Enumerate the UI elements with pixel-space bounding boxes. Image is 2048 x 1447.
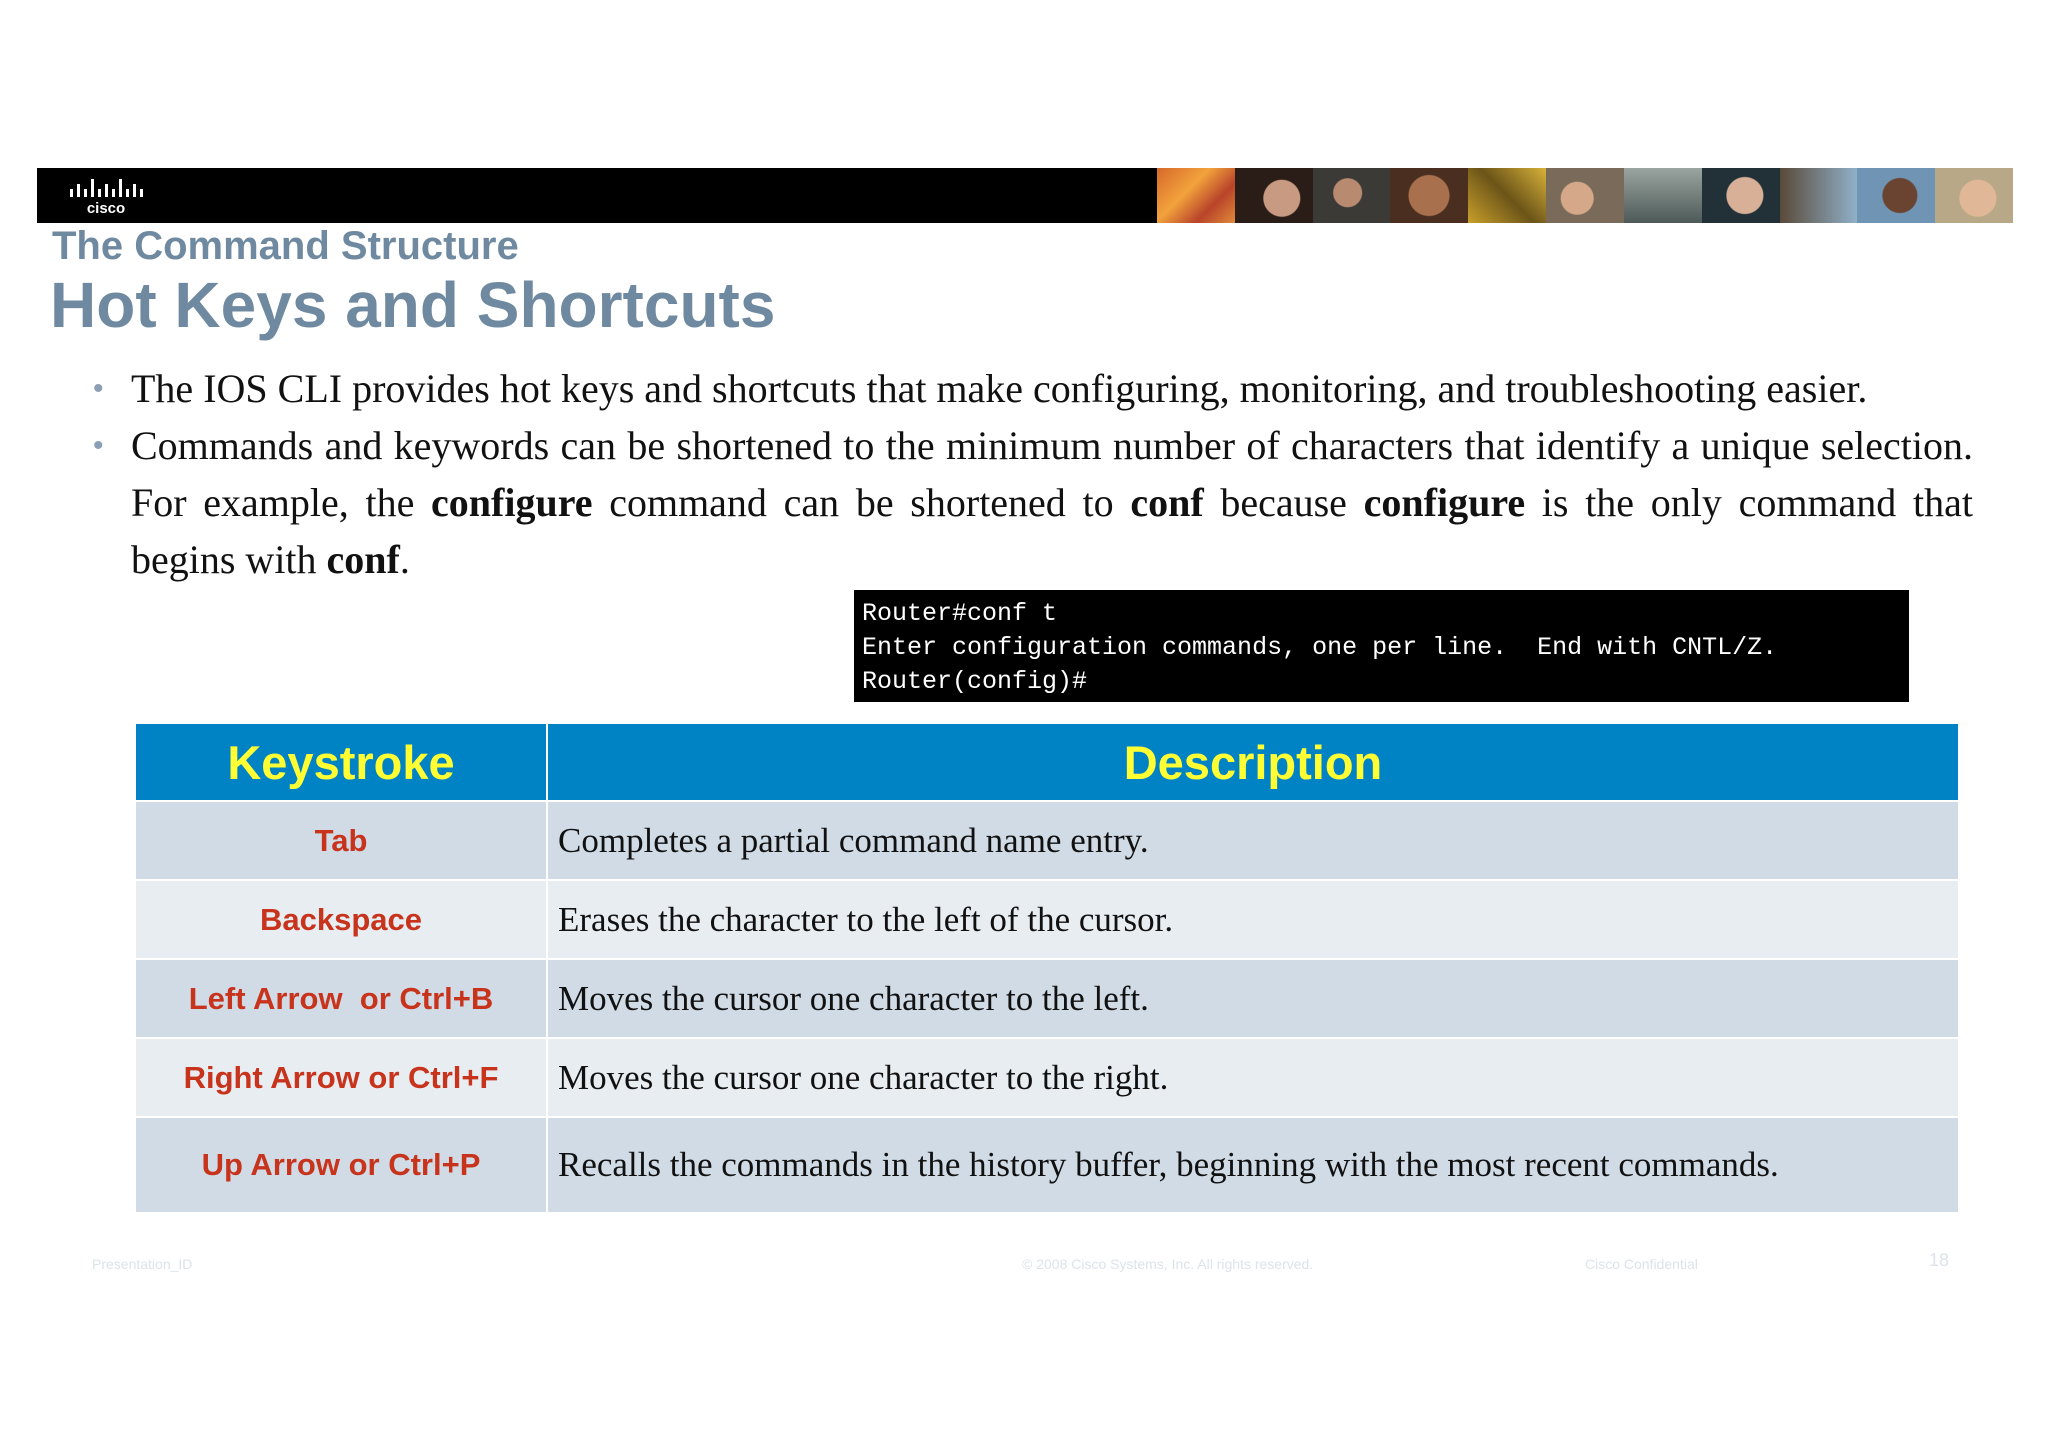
console-example — [854, 590, 1909, 702]
bullet-dot-icon: • — [93, 429, 104, 462]
column-header-description: Description — [547, 723, 1959, 801]
text-run: Commands and keywords can be shortened to the minimum number of characters that identify a unique selection. For example, the — [131, 423, 1973, 525]
photo-person — [1235, 168, 1313, 223]
console-line: Router(config)# — [862, 667, 1088, 696]
footer-confidential: Cisco Confidential — [1585, 1256, 1698, 1272]
photo-map — [1157, 168, 1235, 223]
table-row — [135, 959, 1959, 1038]
photo-person — [1390, 168, 1468, 223]
bullet-item — [93, 417, 1973, 588]
description-cell: Recalls the commands in the history buffer, beginning with the most recent commands. — [547, 1117, 1959, 1213]
cisco-logo — [64, 175, 154, 217]
keyword-bold: conf — [1130, 480, 1204, 525]
photo-person — [1935, 168, 2013, 223]
keyword-bold: conf — [326, 537, 400, 582]
text-run: because — [1203, 480, 1364, 525]
text-run: command can be shortened to — [592, 480, 1131, 525]
photo-strip — [1157, 168, 2013, 223]
bullet-item — [93, 360, 1973, 417]
description-cell: Completes a partial command name entry. — [547, 801, 1959, 880]
slide-title: Hot Keys and Shortcuts — [50, 269, 776, 341]
photo-pattern — [1468, 168, 1546, 223]
keystroke-cell: Up Arrow or Ctrl+P — [135, 1117, 547, 1213]
bullet-text: The IOS CLI provides hot keys and shortcuts that make configuring, monitoring, and troubleshooting easier. — [131, 366, 1868, 411]
keyword-bold: configure — [431, 480, 593, 525]
text-run: is the only command that begins with — [131, 480, 1973, 582]
page-number: 18 — [1929, 1250, 1950, 1270]
console-line: Router#conf t — [862, 599, 1058, 628]
photo-person — [1780, 168, 1858, 223]
keystroke-cell: Backspace — [135, 880, 547, 959]
keystroke-cell: Left Arrow or Ctrl+B — [135, 959, 547, 1038]
section-title: The Command Structure — [52, 224, 519, 268]
table-header-row — [135, 723, 1959, 801]
footer-presentation-id: Presentation_ID — [92, 1256, 193, 1272]
table-row — [135, 880, 1959, 959]
table-row — [135, 1117, 1959, 1213]
header-banner — [37, 168, 2013, 223]
photo-person — [1546, 168, 1624, 223]
bullet-dot-icon: • — [93, 372, 104, 405]
photo-person — [1857, 168, 1935, 223]
bullet-list — [93, 360, 1973, 588]
text-run: . — [399, 537, 410, 582]
table-row — [135, 1038, 1959, 1117]
logo-wordmark: cisco — [86, 200, 126, 217]
description-cell: Moves the cursor one character to the right. — [547, 1038, 1959, 1117]
photo-person — [1624, 168, 1702, 223]
keystroke-cell: Tab — [135, 801, 547, 880]
column-header-keystroke: Keystroke — [135, 723, 547, 801]
keystroke-cell: Right Arrow or Ctrl+F — [135, 1038, 547, 1117]
photo-person — [1313, 168, 1391, 223]
description-cell: Erases the character to the left of the cursor. — [547, 880, 1959, 959]
footer-copyright: © 2008 Cisco Systems, Inc. All rights reserved. — [1022, 1256, 1314, 1272]
console-line: Enter configuration commands, one per line. End with CNTL/Z. — [862, 633, 1778, 662]
table-row — [135, 801, 1959, 880]
photo-person — [1702, 168, 1780, 223]
description-cell: Moves the cursor one character to the left. — [547, 959, 1959, 1038]
keystroke-table — [134, 722, 1960, 1214]
bullet-text — [131, 417, 1973, 588]
keyword-bold: configure — [1363, 480, 1526, 525]
